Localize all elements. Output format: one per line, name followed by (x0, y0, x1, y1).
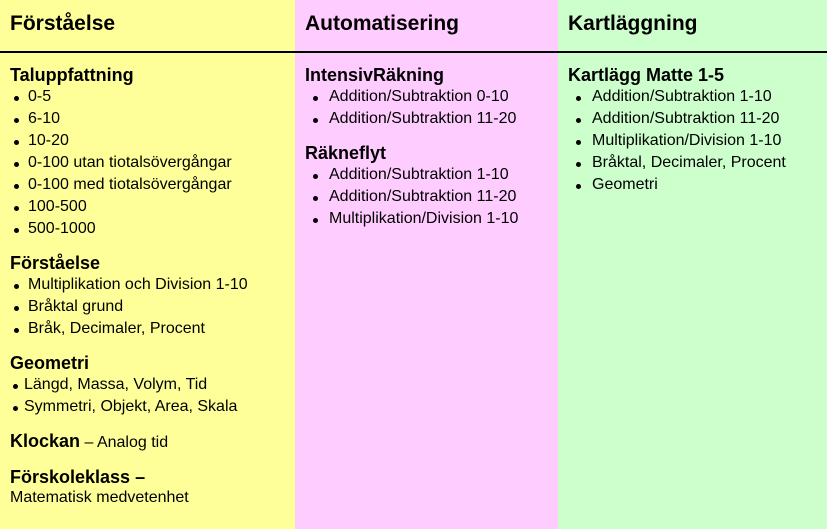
section-title: Geometri (10, 353, 90, 373)
section-forskoleklass (10, 466, 248, 508)
section-rakneflyt (305, 142, 518, 230)
list-item: Multiplikation/Division 1-10 (568, 130, 786, 152)
list-item: Addition/Subtraktion 11-20 (305, 108, 518, 130)
list-item: 10-20 (10, 130, 248, 152)
section-title: Räkneflyt (305, 143, 387, 163)
section-forstaelse (10, 252, 248, 340)
list-item: 500-1000 (10, 218, 248, 240)
list-item: Addition/Subtraktion 11-20 (568, 108, 786, 130)
list-item: Bråktal, Decimaler, Procent (568, 152, 786, 174)
column-title: Automatisering (305, 12, 460, 35)
list-item: Addition/Subtraktion 1-10 (305, 164, 518, 186)
list-item: 0-5 (10, 86, 248, 108)
section-kartlagg-matte (568, 64, 786, 196)
section-geometri (10, 352, 248, 418)
column-kartlaggning (558, 0, 827, 529)
list-item: 100-500 (10, 196, 248, 218)
list-item: Addition/Subtraktion 0-10 (305, 86, 518, 108)
section-suffix: – Analog tid (80, 434, 169, 451)
section-intensivrakning (305, 64, 518, 130)
section-subtitle: Matematisk medvetenhet (10, 489, 189, 506)
list-item: Längd, Massa, Volym, Tid (10, 374, 248, 396)
list-item: Bråktal grund (10, 296, 248, 318)
list-item: Geometri (568, 174, 786, 196)
section-title: Klockan (10, 431, 81, 451)
list-item: 0-100 med tiotalsövergångar (10, 174, 248, 196)
section-klockan (10, 430, 248, 454)
header-divider (0, 51, 827, 53)
column-automatisering (295, 0, 558, 529)
section-title: IntensivRäkning (305, 65, 445, 85)
list-item: Bråk, Decimaler, Procent (10, 318, 248, 340)
list-item: 6-10 (10, 108, 248, 130)
list-item: Addition/Subtraktion 1-10 (568, 86, 786, 108)
section-taluppfattning (10, 64, 248, 240)
list-item: Multiplikation/Division 1-10 (305, 208, 518, 230)
column-title: Förståelse (10, 12, 116, 35)
list-item: Symmetri, Objekt, Area, Skala (10, 396, 248, 418)
section-title: Kartlägg Matte 1-5 (568, 65, 725, 85)
section-title: Förståelse (10, 253, 101, 273)
list-item: Addition/Subtraktion 11-20 (305, 186, 518, 208)
list-item: 0-100 utan tiotalsövergångar (10, 152, 248, 174)
column-forstaelse (0, 0, 295, 529)
section-title: Förskoleklass – (10, 467, 146, 487)
list-item: Multiplikation och Division 1-10 (10, 274, 248, 296)
column-title: Kartläggning (568, 12, 698, 35)
section-title: Taluppfattning (10, 65, 134, 85)
